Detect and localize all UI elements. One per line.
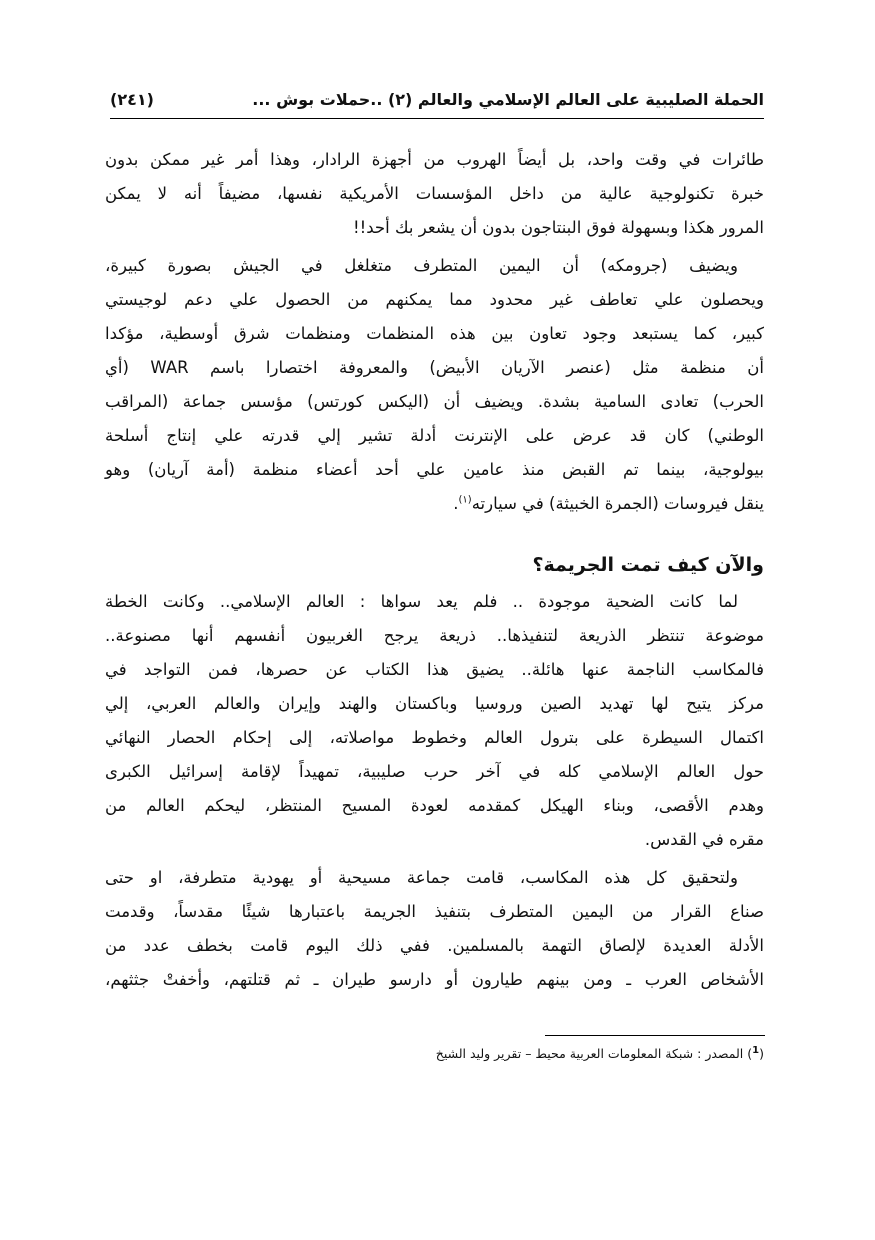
text-line: مركز يتيح لها تهديد الصين وروسيا وباكستان والهند وإيران والعالم العربي، إلي [105,694,764,713]
text-line: وهدم الأقصى، وبناء الهيكل كمقدمه لعودة المسيح المنتظر، ليحكم العالم من [105,796,764,815]
text-line: لما كانت الضحية موجودة .. فلم يعد سواها : العالم الإسلامي.. وكانت الخطة [105,592,738,611]
text-line: ويحصلون علي تعاطف غير محدود مما يمكنهم من الحصول علي دعم لوجيستي [105,290,764,309]
paragraph [105,585,764,857]
text-line: المرور هكذا وبسهولة فوق البنتاجون بدون أن يشعر بك أحد!! [353,218,764,237]
page-number: (٢٤١) [110,90,154,109]
text-line: مقره في القدس. [644,830,764,849]
text-line: موضوعة تنتظر الذريعة لتنفيذها.. ذريعة يرجح الغربيون أنفسهم أنها مصنوعة.. [105,626,764,645]
text-line: أن منظمة مثل (عنصر الآريان الأبيض) والمعروفة اختصارا باسم WAR (أي [105,358,764,377]
text-line: كبير، كما يستبعد وجود تعاون بين هذه المنظمات ومنظمات شرق أوسطية، مؤكدا [105,324,764,343]
body-text [105,143,764,997]
text-line: الحرب) تعادى السامية بشدة. ويضيف أن (اليكس كورتس) مؤسس جماعة (المراقب [105,392,764,411]
text-line: ولتحقيق كل هذه المكاسب، قامت جماعة مسيحية أو يهودية متطرفة، او حتى [105,868,738,887]
paragraph [105,861,764,997]
text-line: طائرات في وقت واحد، بل أيضاً الهروب من أجهزة الرادار، وهذا أمر غير ممكن بدون [105,150,764,169]
text-line: الأشخاص العرب ـ ومن بينهم طيارون أو دارسو طيران ـ ثم قتلتهم، وأخفتْ جثثهم، [105,970,764,989]
running-header [110,88,764,119]
footnote: ($^1$) المصدر : شبكة المعلومات العربية محيط – تقرير وليد الشيخ [435,1044,764,1061]
text-line-end: . [453,494,459,513]
text-line: بيولوجية، بينما تم القبض منذ عامين علي أحد أعضاء منظمة (أمة آريان) وهو [105,460,764,479]
footnote-reference: (١) [458,494,472,506]
text-line: فالمكاسب الناجمة عنها هائلة.. يضيق هذا الكتاب عن حصرها، فمن التواجد في [105,660,764,679]
text-line: ويضيف (جرومكه) أن اليمين المتطرف متغلغل في الجيش بصورة كبيرة، [105,256,738,275]
text-line: حول العالم الإسلامي كله في آخر حرب صليبية، تمهيداً لإقامة إسرائيل الكبرى [105,762,764,781]
text-line: اكتمال السيطرة على بترول العالم وخطوط مواصلاته، إلى إحكام الحصار النهائي [105,728,764,747]
header-title: الحملة الصليبية على العالم الإسلامي والعالم (٢) ..حملات بوش ... [252,90,764,109]
text-line: صناع القرار من اليمين المتطرف بتنفيذ الجريمة باعتبارها شيئًا مقدساً، وقدمت [105,902,764,921]
text-line [105,487,764,521]
paragraph [105,249,764,521]
text-line-content: ينقل فيروسات (الجمرة الخبيثة) في سيارته [471,494,764,513]
paragraph [105,143,764,245]
text-line: الأدلة العديدة لإلصاق التهمة بالمسلمين. ففي ذلك اليوم قامت بخطف عدد من [105,936,764,955]
text-line: خبرة تكنولوجية عالية من داخل المؤسسات الأمريكية نفسها، مضيفاً أنه لا يمكن [105,184,764,203]
footnote-marker: 1 [752,1044,760,1056]
footnote-divider [545,1035,765,1036]
text-line: الوطني) كان قد عرض على الإنترنت أدلة تشير إلي قدرته علي إنتاج أسلحة [105,426,764,445]
footnote-text: المصدر : شبكة المعلومات العربية محيط – تقرير وليد الشيخ [435,1046,748,1061]
section-heading: والآن كيف تمت الجريمة؟ [532,554,764,576]
